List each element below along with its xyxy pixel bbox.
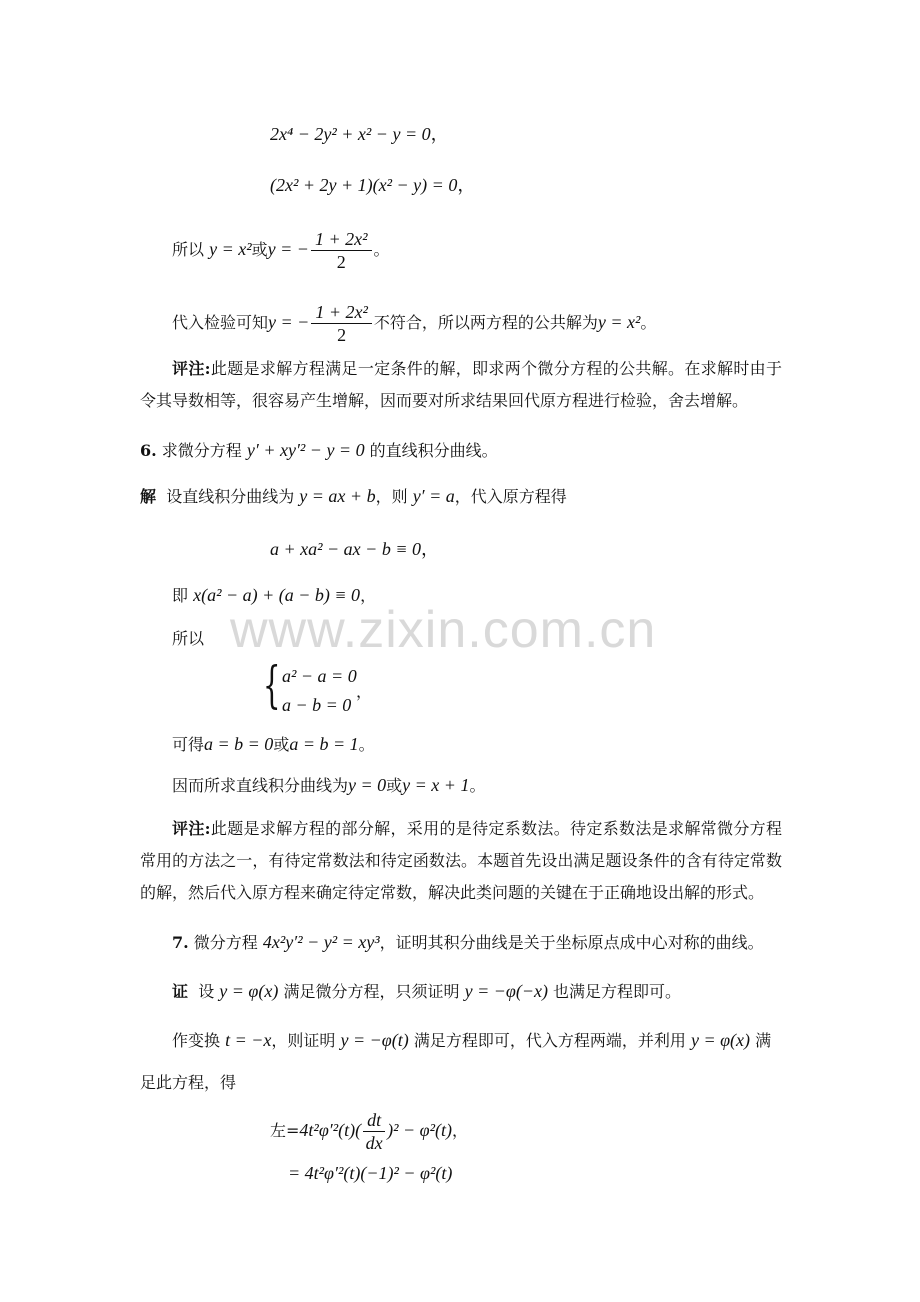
fraction: $\frac{\text{1 + 2x²}}{2}$ — [311, 301, 372, 346]
text-line: 因而所求直线积分曲线为y = 0或y = x + 1。 — [172, 775, 486, 795]
proof-label: 证 — [172, 982, 189, 1001]
text-line: 足此方程，得 — [140, 1073, 237, 1092]
remark-label: 评注: — [172, 819, 211, 838]
proof-line: 证 设 y = φ(x) 满足微分方程，只须证明 y = −φ(−x) 也满足方程即可。 — [172, 981, 682, 1001]
text-line: 作变换 t = −x，则证明 y = −φ(t) 满足方程即可，代入方程两端，并利用 y = φ(x) 满 — [172, 1030, 772, 1050]
system-equation-2: a − b = 0 — [282, 695, 352, 715]
equation: 4x²y′² − y² = xy³ — [262, 932, 380, 952]
problem-6-solution-line: 解 设直线积分曲线为 y = ax + b，则 y′ = a，代入原方程得 — [140, 486, 567, 506]
remark-paragraph — [140, 353, 782, 417]
equation-line: a + xa² − ax − b ≡ 0， — [270, 539, 439, 559]
equation: (2x² + 2y + 1)(x² − y) = 0 — [270, 175, 458, 195]
equation: y = x² — [597, 312, 641, 332]
fraction: $\frac{\text{1 + 2x²}}{2}$ — [311, 228, 372, 273]
equation: y = x² — [209, 239, 252, 259]
remark-label: 评注: — [172, 359, 211, 378]
text-line: 可得a = b = 0或a = b = 1。 — [172, 734, 375, 754]
remark-text: 此题是求解方程满足一定条件的解，即求两个微分方程的公共解。在求解时由于令其导数相等，很容易产生增解，因而要对所求结果回代原方程进行检验，舍去增解。 — [140, 359, 782, 410]
equation: 2x⁴ − 2y² + x² − y = 0 — [270, 124, 431, 144]
text-line: 所以 y = x²或y = − $\frac{\text{1 + 2x²}}{2}$ 。 — [172, 229, 390, 272]
remark-paragraph — [140, 813, 782, 909]
equation-line: = 4t²φ′²(t)(−1)² − φ²(t) — [288, 1163, 453, 1183]
problem-7-question: 7. 微分方程 4x²y′² − y² = xy³，证明其积分曲线是关于坐标原点成中心对称的曲线。 — [172, 932, 764, 952]
watermark: www.zixin.com.cn — [230, 601, 657, 659]
equation-line: (2x² + 2y + 1)(x² − y) = 0， — [270, 175, 476, 195]
fraction: $\frac{dt}{dx}$ — [363, 1109, 385, 1154]
system-brace: { — [263, 656, 281, 714]
equation: y′ + xy′² − y = 0 — [246, 440, 365, 460]
equation-line: 2x⁴ − 2y² + x² − y = 0， — [270, 124, 449, 144]
system-equation-1: a² − a = 0 — [282, 666, 357, 686]
text-line: 即 x(a² − a) + (a − b) ≡ 0， — [172, 585, 377, 605]
text-line: 代入检验可知y = − $\frac{\text{1 + 2x²}}{2}$ 不符合，所以两方程的公共解为y = x²。 — [172, 302, 657, 345]
equation: x(a² − a) + (a − b) ≡ 0 — [193, 585, 361, 605]
text-line: 所以 — [172, 629, 205, 648]
solution-label: 解 — [140, 487, 157, 506]
equation-line: 左=4t²φ′²(t)( $\frac{dt}{dx}$ )² − φ²(t)， — [270, 1110, 469, 1153]
problem-6-question: 6. 求微分方程 y′ + xy′² − y = 0 的直线积分曲线。 — [140, 440, 498, 460]
remark-text: 此题是求解方程的部分解，采用的是待定系数法。待定系数法是求解常微分方程常用的方法之一，有待定常数法和待定函数法。本题首先设出满足题设条件的含有待定常数的解，然后代入原方程来确定待定常数，解决此类问题的关键在于正确地设出解的形式。 — [140, 819, 782, 902]
